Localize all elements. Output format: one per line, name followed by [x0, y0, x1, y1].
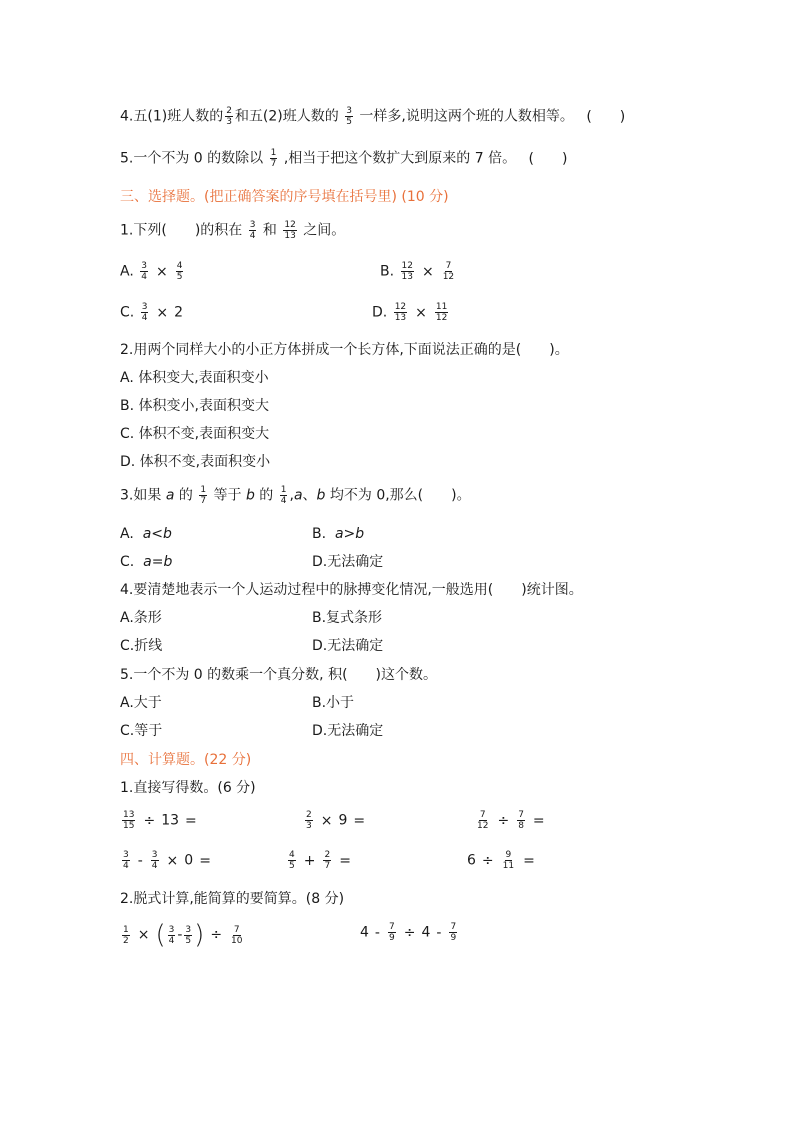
fraction: $\frac{12}{13}$ — [401, 261, 413, 282]
option-c[interactable]: C.等于 — [120, 723, 163, 739]
choice-question-5: 5.一个不为 0 的数乘一个真分数, 积( )这个数。 — [120, 667, 437, 683]
option-b[interactable]: B. a>b — [312, 526, 365, 542]
option-d[interactable]: D.无法确定 — [312, 723, 384, 739]
fraction: $\frac{4}{5}$ — [176, 261, 183, 282]
option-c[interactable]: C. a=b — [120, 554, 173, 570]
fraction: $\frac{7}{9}$ — [450, 922, 457, 943]
fraction: $\frac{7}{8}$ — [518, 810, 524, 831]
fraction: $\frac{12}{13}$ — [394, 302, 407, 323]
fraction: $\frac{3}{4}$ — [123, 850, 129, 871]
judge-question-5: 5.一个不为 0 的数除以 $\frac{1}{7}$ ,相当于把这个数扩大到原来的 7 倍。 ( ) — [120, 148, 568, 169]
fraction: $\frac{1}{7}$ — [200, 485, 207, 506]
section-3-title: 三、选择题。(把正确答案的序号填在括号里) (10 分) — [120, 189, 449, 205]
fraction: $\frac{7}{12}$ — [477, 810, 489, 831]
option-a[interactable]: A. a<b — [120, 526, 172, 542]
fraction: $\frac{3}{4}$ — [141, 302, 148, 323]
calc-question-1: 1.直接写得数。(6 分) — [120, 780, 256, 796]
fraction: $\frac{1}{7}$ — [270, 148, 277, 169]
fraction: $\frac{13}{15}$ — [123, 810, 135, 831]
section-4-title: 四、计算题。(22 分) — [120, 752, 252, 768]
choice-question-2: 2.用两个同样大小的小正方体拼成一个长方体,下面说法正确的是( )。 — [120, 342, 569, 358]
fraction: $\frac{2}{3}$ — [226, 106, 232, 127]
fraction: $\frac{3}{5}$ — [185, 924, 192, 946]
option-b[interactable]: B. 体积变小,表面积变大 — [120, 398, 269, 414]
answer-blank[interactable]: ( ) — [528, 150, 568, 167]
fraction: $\frac{11}{12}$ — [435, 302, 448, 323]
oral-expression: $\frac{4}{5}$ + $\frac{2}{7}$ = — [289, 850, 351, 871]
oral-expression: 6 ÷ $\frac{9}{11}$ = — [467, 850, 535, 871]
option-d[interactable]: D. 体积不变,表面积变小 — [120, 454, 271, 470]
option-b[interactable]: B. $\frac{12}{13}$ × $\frac{7}{12}$ — [380, 261, 455, 282]
fraction: $\frac{7}{10}$ — [231, 924, 243, 946]
fraction: $\frac{7}{12}$ — [442, 261, 455, 282]
judge-question-4: 4.五(1)班人数的 $\frac{2}{3}$ 和五(2)班人数的 $\frac{3}{5}$ 一样多,说明这两个班的人数相等。 ( ) — [120, 106, 626, 127]
option-d[interactable]: D.无法确定 — [312, 638, 384, 654]
fraction: $\frac{1}{2}$ — [123, 924, 129, 946]
option-a[interactable]: A. 体积变大,表面积变小 — [120, 370, 269, 386]
option-a[interactable]: A.条形 — [120, 610, 162, 626]
option-a[interactable]: A.大于 — [120, 695, 162, 711]
fraction: $\frac{3}{4}$ — [141, 261, 147, 282]
option-b[interactable]: B.小于 — [312, 695, 355, 711]
fraction: $\frac{2}{7}$ — [324, 850, 331, 871]
oral-expression: $\frac{7}{12}$ ÷ $\frac{7}{8}$ = — [477, 810, 545, 831]
step-expression: 4 - $\frac{7}{9}$ ÷ 4 - $\frac{7}{9}$ — [360, 922, 457, 943]
fraction: $\frac{9}{11}$ — [502, 850, 515, 871]
fraction: $\frac{3}{4}$ — [249, 220, 256, 241]
oral-expression: $\frac{2}{3}$ × 9 = — [306, 810, 366, 831]
fraction: $\frac{3}{4}$ — [168, 924, 175, 946]
option-c[interactable]: C.折线 — [120, 638, 163, 654]
option-b[interactable]: B.复式条形 — [312, 610, 383, 626]
choice-question-1: 1.下列( )的积在 $\frac{3}{4}$ 和 $\frac{12}{13}$ 之间。 — [120, 220, 346, 241]
fraction: $\frac{12}{13}$ — [284, 220, 296, 241]
answer-blank[interactable]: ( ) — [586, 108, 626, 125]
option-c[interactable]: C. 体积不变,表面积变大 — [120, 426, 270, 442]
fraction: $\frac{7}{9}$ — [388, 922, 395, 943]
option-d[interactable]: D. $\frac{12}{13}$ × $\frac{11}{12}$ — [372, 302, 448, 323]
step-expression: $\frac{1}{2}$ × ( $\frac{3}{4}$ - $\frac{3}{5}$ ) ÷ $\frac{7}{10}$ — [123, 920, 243, 950]
fraction: $\frac{3}{5}$ — [346, 106, 352, 127]
option-d[interactable]: D.无法确定 — [312, 554, 384, 570]
fraction: $\frac{4}{5}$ — [289, 850, 295, 871]
option-a[interactable]: A. $\frac{3}{4}$ × $\frac{4}{5}$ — [120, 261, 183, 282]
choice-question-3: 3.如果 a 的 $\frac{1}{7}$ 等于 b 的 $\frac{1}{4}$ ,a、b 均不为 0,那么( )。 — [120, 485, 471, 506]
oral-expression: $\frac{13}{15}$ ÷ 13 = — [123, 810, 197, 831]
fraction: $\frac{3}{4}$ — [151, 850, 158, 871]
calc-question-2: 2.脱式计算,能简算的要简算。(8 分) — [120, 891, 345, 907]
choice-question-4: 4.要清楚地表示一个人运动过程中的脉搏变化情况,一般选用( )统计图。 — [120, 582, 583, 598]
fraction: $\frac{2}{3}$ — [306, 810, 312, 831]
oral-expression: $\frac{3}{4}$ - $\frac{3}{4}$ × 0 = — [123, 850, 211, 871]
fraction: $\frac{1}{4}$ — [280, 485, 287, 506]
option-c[interactable]: C. $\frac{3}{4}$ × 2 — [120, 302, 184, 323]
